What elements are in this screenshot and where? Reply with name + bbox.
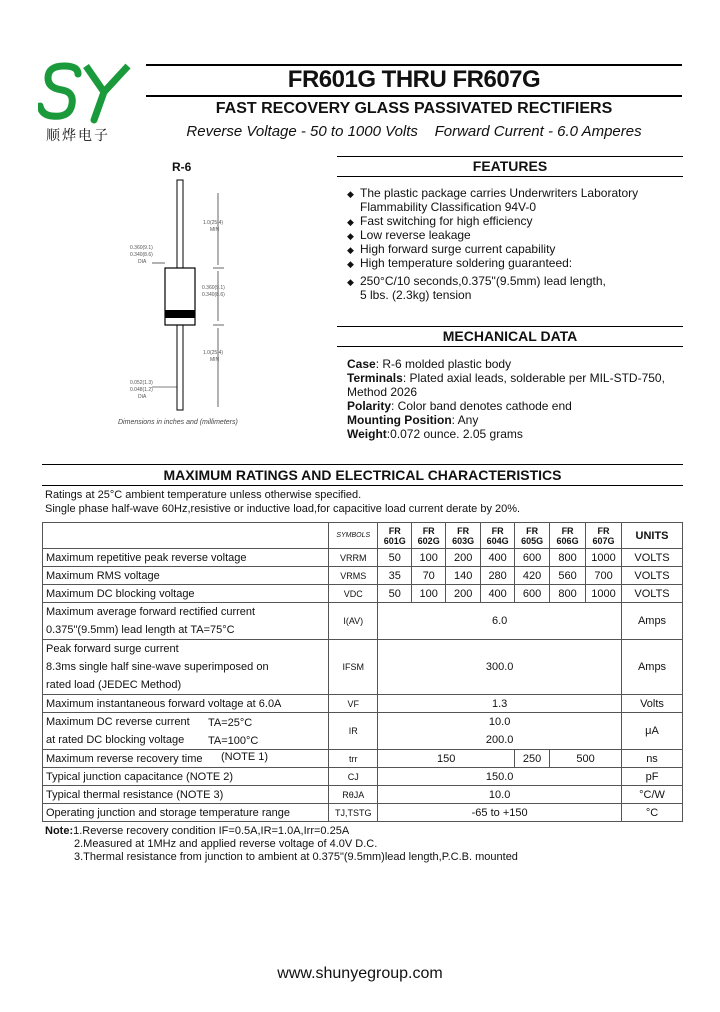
dim-5: DIA [138, 259, 147, 265]
header-part: FR 606G [550, 523, 586, 549]
header-part: FR 605G [515, 523, 550, 549]
mech-weight: Weight:0.072 ounce. 2.05 grams [347, 427, 523, 441]
table-row: Maximum RMS voltage VRMS 35 70 140 280 420 560 700 VOLTS [43, 567, 683, 585]
table-row: Maximum reverse recovery time (NOTE 1) trr 150 250 500 ns [43, 750, 683, 768]
header-part: FR 601G [378, 523, 412, 549]
ratings-rule-bottom [42, 485, 683, 486]
mech-case: Case: R-6 molded plastic body [347, 357, 512, 371]
page-title: FR601G THRU FR607G [287, 66, 541, 93]
header-part: FR 604G [481, 523, 515, 549]
package-label: R-6 [172, 160, 192, 174]
dim-9: MIN [210, 357, 220, 363]
footer-url[interactable]: www.shunyegroup.com [277, 965, 443, 982]
table-row: Operating junction and storage temperature range TJ,TSTG -65 to +150 °C [43, 804, 683, 822]
ratings-note-2: Single phase half-wave 60Hz,resistive or inductive load,for capacitive load current derate by 20%. [45, 503, 521, 515]
mech-polarity: Polarity: Color band denotes cathode end [347, 399, 572, 413]
dim-4: 0.340(8.6) [130, 252, 153, 258]
dim-12: DIA [138, 394, 147, 400]
dim-3: 0.360(9.1) [130, 245, 153, 251]
spec-line [146, 123, 682, 140]
table-row: Maximum DC blocking voltage VDC 50 100 200 400 600 800 1000 VOLTS [43, 585, 683, 603]
dim-6: 0.360(9.1) [202, 285, 225, 291]
bullet-arrow-icon: ◆ [347, 217, 354, 227]
dim-10: 0.052(1.3) [130, 380, 153, 386]
company-logo [38, 62, 138, 124]
mech-terminals: Terminals: Plated axial leads, solderable per MIL-STD-750, [347, 371, 665, 385]
header-part: FR 603G [446, 523, 481, 549]
title-rule-bottom [146, 95, 682, 97]
mech-mounting: Mounting Position: Any [347, 413, 479, 427]
package-caption: Dimensions in inches and (millimeters) [118, 419, 238, 426]
spec-current: Forward Current - 6.0 Amperes [434, 123, 642, 140]
table-row: Peak forward surge current 8.3ms single half sine-wave superimposed on rated load (JEDEC Method) IFSM 300.0 Amps [43, 640, 683, 695]
dim-11: 0.048(1.2) [130, 387, 153, 393]
ratings-rule-top [42, 464, 683, 465]
bullet-arrow-icon: ◆ [347, 259, 354, 269]
bullet-arrow-icon: ◆ [347, 245, 354, 255]
dim-7: 0.340(8.6) [202, 292, 225, 298]
table-row: Maximum DC reverse current TA=25°C at rated DC blocking voltage TA=100°C IR 10.0 200.0 μA [43, 713, 683, 750]
features-rule-bottom [337, 176, 683, 177]
table-row: Typical junction capacitance (NOTE 2) CJ 150.0 pF [43, 768, 683, 786]
ratings-heading: MAXIMUM RATINGS AND ELECTRICAL CHARACTERISTICS [163, 467, 562, 483]
spec-voltage: Reverse Voltage - 50 to 1000 Volts [186, 123, 418, 140]
dim-2: MIN [210, 227, 220, 233]
bullet-arrow-icon: ◆ [347, 189, 354, 199]
package-drawing [120, 175, 270, 415]
note-1: Note:1.Reverse recovery condition IF=0.5A,IR=1.0A,Irr=0.25A [45, 825, 350, 837]
mechanical-heading: MECHANICAL DATA [442, 328, 578, 344]
bullet-arrow-icon: ◆ [347, 231, 354, 241]
ratings-table [42, 522, 683, 822]
sy-logo-icon [38, 62, 138, 124]
features-rule-top [337, 156, 683, 157]
note-3: 3.Thermal resistance from junction to ambient at 0.375"(9.5mm)lead length,P.C.B. mounted [74, 851, 518, 863]
header-part: FR 602G [412, 523, 446, 549]
mech-terminals-cont: Method 2026 [347, 385, 418, 399]
table-row: Maximum average forward rectified current 0.375"(9.5mm) lead length at TA=75°C I(AV) 6.0 Amps [43, 603, 683, 640]
diode-outline-icon [120, 175, 270, 415]
mech-rule-top [337, 326, 683, 327]
table-row: Typical thermal resistance (NOTE 3) RθJA 10.0 °C/W [43, 786, 683, 804]
table-row: Maximum instantaneous forward voltage at 6.0A VF 1.3 Volts [43, 695, 683, 713]
table-row: Maximum repetitive peak reverse voltage VRRM 50 100 200 400 600 800 1000 VOLTS [43, 549, 683, 567]
ratings-note-1: Ratings at 25°C ambient temperature unless otherwise specified. [45, 489, 362, 501]
bullet-arrow-icon: ◆ [347, 277, 354, 287]
dim-8: 1.0(25.4) [203, 350, 224, 356]
features-heading: FEATURES [472, 158, 548, 174]
note-2: 2.Measured at 1MHz and applied reverse voltage of 4.0V D.C. [74, 838, 378, 850]
mech-rule-bottom [337, 346, 683, 347]
page-subtitle: FAST RECOVERY GLASS PASSIVATED RECTIFIERS [215, 100, 613, 117]
dim-1: 1.0(25.4) [203, 220, 224, 226]
table-header-row [43, 523, 683, 549]
header-part: FR 607G [586, 523, 622, 549]
header-units: UNITS [622, 523, 683, 549]
logo-chinese-text: 顺烨电子 [46, 128, 110, 144]
header-symbols: SYMBOLS [329, 523, 378, 549]
header-blank [43, 523, 329, 549]
